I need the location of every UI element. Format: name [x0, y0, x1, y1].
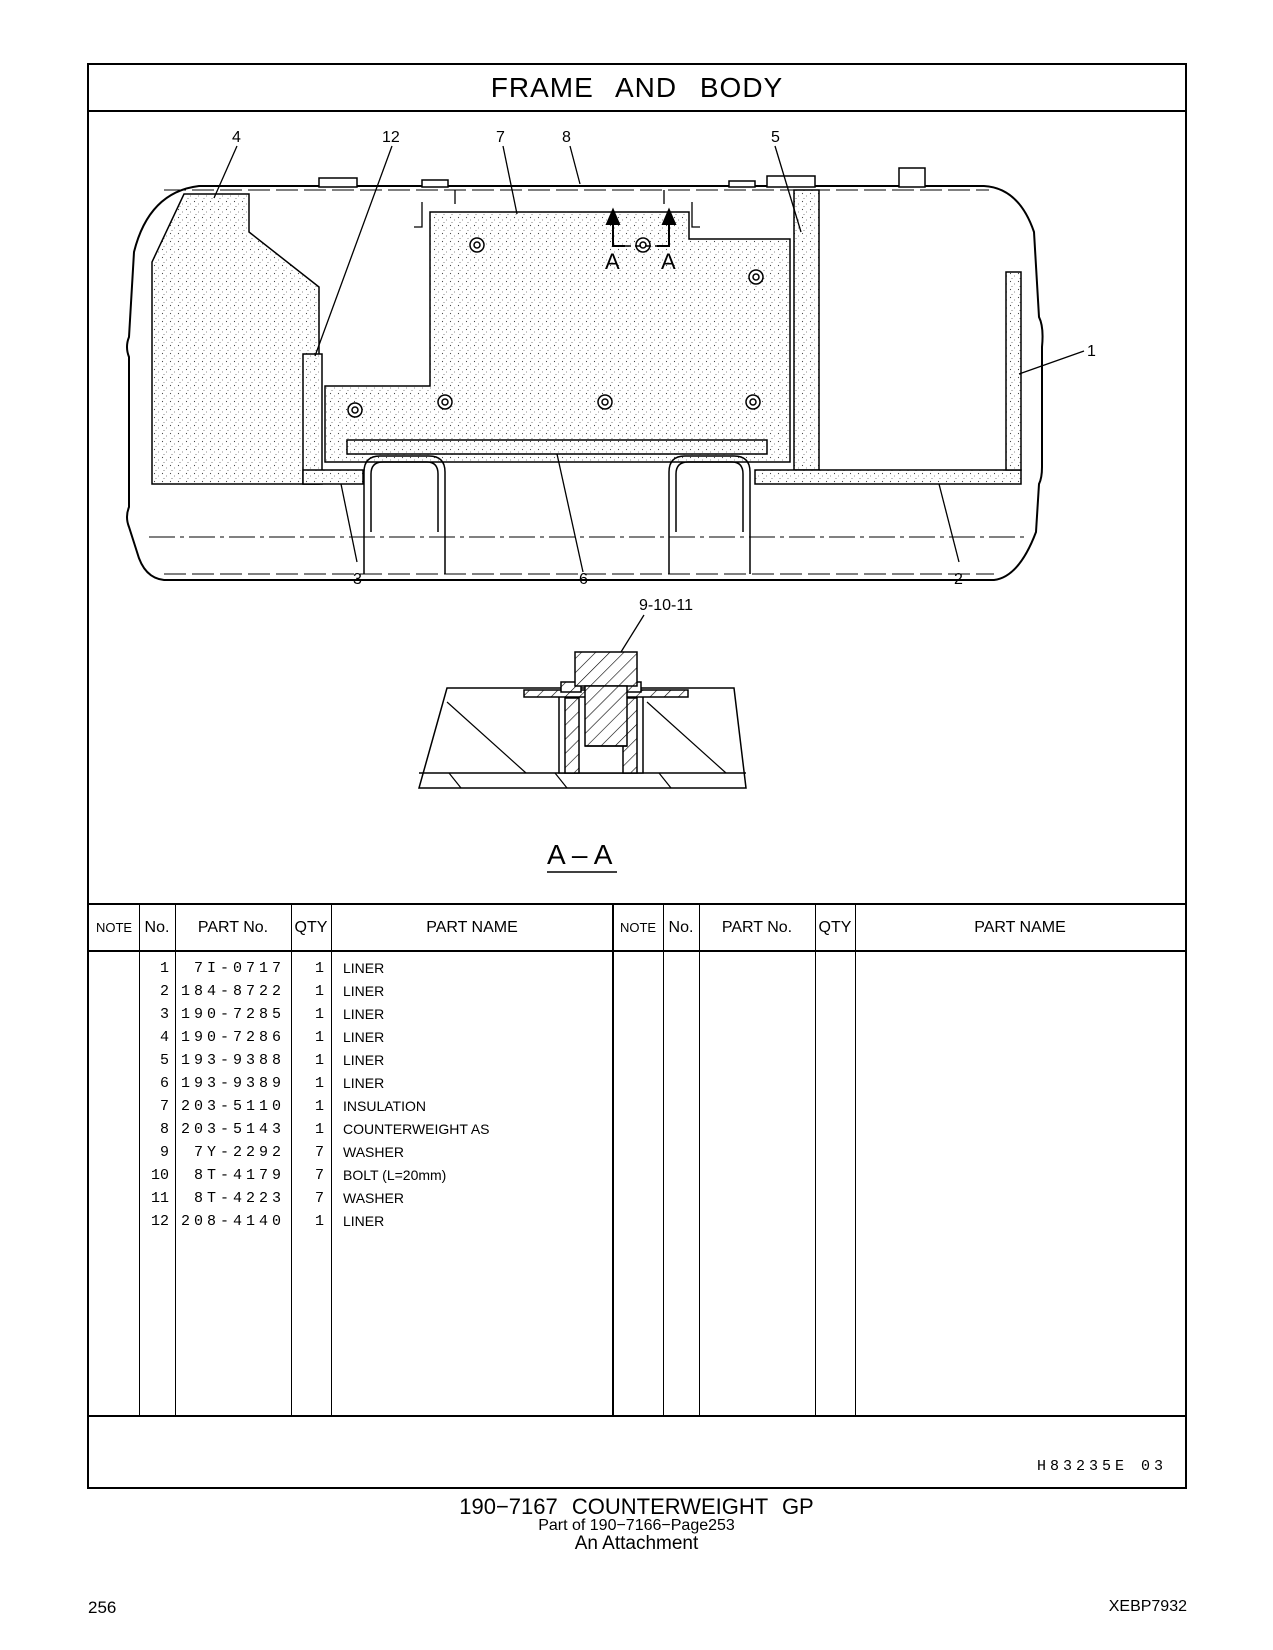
callout-3: 3: [353, 571, 362, 588]
lifting-brackets: [364, 456, 750, 574]
part-number-index: 8: [159, 1121, 169, 1138]
part-quantity: 1: [314, 1075, 324, 1092]
part-number-index: 4: [159, 1029, 169, 1046]
group-part-of: Part of 190−7166−Page253: [538, 1517, 735, 1534]
part-number: 208-4140: [180, 1213, 285, 1230]
part-name: LINER: [343, 1006, 385, 1022]
callout-2: 2: [954, 571, 963, 588]
drawing-code: H83235E 03: [1036, 1458, 1167, 1475]
part-number: 8T-4223: [193, 1190, 285, 1207]
liner-4: [152, 194, 319, 484]
parts-table-header: [89, 905, 1185, 952]
part-quantity: 1: [314, 1098, 324, 1115]
part-quantity: 1: [314, 1121, 324, 1138]
col-partname-left: PART NAME: [426, 918, 518, 936]
group-attachment: An Attachment: [574, 1533, 699, 1554]
part-number: 7Y-2292: [193, 1144, 285, 1161]
col-partno-left: PART No.: [197, 918, 269, 936]
part-number-index: 1: [159, 960, 169, 977]
col-partname-right: PART NAME: [974, 918, 1066, 936]
callout-9-10-11: 9-10-11: [639, 597, 693, 614]
section-detail: [419, 652, 746, 788]
col-note-right: NOTE: [619, 920, 657, 935]
section-letter-left: A: [605, 249, 620, 274]
part-number: 190-7285: [180, 1006, 285, 1023]
liner-5: [794, 190, 819, 470]
table-row: [89, 1144, 1185, 1167]
part-number-index: 7: [159, 1098, 169, 1115]
part-name: BOLT (L=20mm): [343, 1167, 447, 1183]
part-number-index: 2: [159, 983, 169, 1000]
part-number: 203-5143: [180, 1121, 285, 1138]
col-no-right: No.: [668, 918, 694, 936]
liner-3: [303, 470, 363, 484]
part-number: 193-9388: [180, 1052, 285, 1069]
callout-8: 8: [562, 129, 571, 146]
callout-4: 4: [232, 129, 241, 146]
insulation-7: [325, 212, 790, 462]
table-row: [89, 1098, 1185, 1121]
table-row: [89, 1075, 1185, 1098]
callout-12: 12: [382, 129, 400, 146]
table-row: [89, 1052, 1185, 1075]
table-row: [89, 1213, 1185, 1236]
table-row: [89, 1029, 1185, 1052]
part-number: 190-7286: [180, 1029, 285, 1046]
col-no-left: No.: [144, 918, 170, 936]
top-bosses: [319, 168, 925, 187]
part-name: LINER: [343, 1213, 385, 1229]
liner-6: [347, 440, 767, 454]
col-qty-right: QTY: [818, 918, 852, 936]
part-quantity: 1: [314, 1006, 324, 1023]
col-note-left: NOTE: [95, 920, 133, 935]
part-quantity: 7: [314, 1167, 324, 1184]
callout-1: 1: [1087, 343, 1096, 360]
part-name: COUNTERWEIGHT AS: [343, 1121, 490, 1137]
table-row: [89, 983, 1185, 1006]
parts-sheet-frame: [87, 63, 1187, 1489]
part-quantity: 1: [314, 960, 324, 977]
part-name: LINER: [343, 1052, 385, 1068]
page-number: 256: [88, 1598, 117, 1617]
document-code: XEBP7932: [1108, 1598, 1187, 1615]
part-number-index: 9: [159, 1144, 169, 1161]
part-name: LINER: [343, 983, 385, 999]
counterweight-drawing: [89, 112, 1185, 903]
part-number: 203-5110: [180, 1098, 285, 1115]
part-name: LINER: [343, 960, 385, 976]
table-row: [89, 1190, 1185, 1213]
part-quantity: 7: [314, 1190, 324, 1207]
liner-12: [303, 354, 322, 484]
part-number-index: 12: [150, 1213, 169, 1230]
part-name: LINER: [343, 1029, 385, 1045]
sheet-footer: [89, 1415, 1185, 1487]
col-partno-right: PART No.: [721, 918, 793, 936]
part-number: 193-9389: [180, 1075, 285, 1092]
part-name: WASHER: [343, 1144, 404, 1160]
table-row: [89, 1006, 1185, 1029]
part-quantity: 1: [314, 1213, 324, 1230]
table-row: [89, 1167, 1185, 1190]
part-number-index: 6: [159, 1075, 169, 1092]
table-row: [89, 960, 1185, 983]
parts-table: [89, 903, 1185, 1415]
group-title: 190−7167 COUNTERWEIGHT GP: [459, 1494, 814, 1519]
part-quantity: 1: [314, 983, 324, 1000]
table-row: [89, 1121, 1185, 1144]
part-number: 184-8722: [180, 983, 285, 1000]
liner-1: [1006, 272, 1021, 470]
part-name: WASHER: [343, 1190, 404, 1206]
part-number-index: 3: [159, 1006, 169, 1023]
part-number-index: 10: [150, 1167, 169, 1184]
part-number-index: 11: [150, 1190, 169, 1207]
part-name: LINER: [343, 1075, 385, 1091]
liner-2: [755, 470, 1021, 484]
section-letter-right: A: [661, 249, 676, 274]
part-quantity: 7: [314, 1144, 324, 1161]
page-title: FRAME AND BODY: [89, 65, 1185, 112]
part-number: 8T-4179: [193, 1167, 285, 1184]
part-quantity: 1: [314, 1052, 324, 1069]
callout-6: 6: [579, 571, 588, 588]
col-qty-left: QTY: [294, 918, 328, 936]
part-number: 7I-0717: [193, 960, 285, 977]
part-quantity: 1: [314, 1029, 324, 1046]
part-name: INSULATION: [343, 1098, 426, 1114]
section-label: A – A: [547, 839, 613, 870]
callout-7: 7: [496, 129, 505, 146]
part-number-index: 5: [159, 1052, 169, 1069]
callout-5: 5: [771, 129, 780, 146]
